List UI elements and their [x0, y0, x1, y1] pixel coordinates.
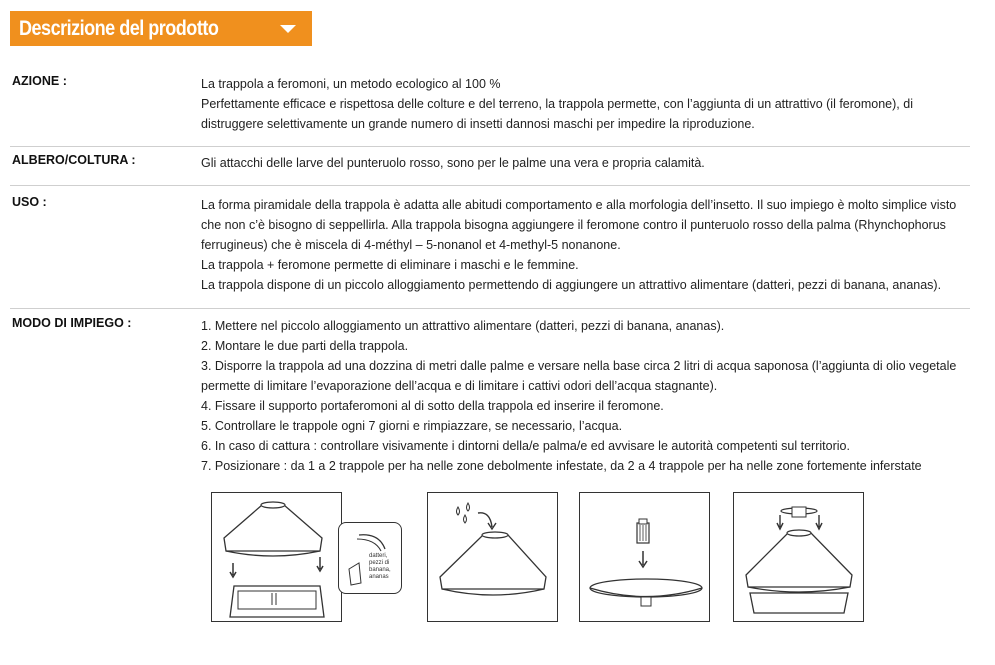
spec-line: 6. In caso di cattura : controllare visivamente i dintorni della/e palma/e ed avvisare le autorità competenti sul territorio.	[201, 439, 850, 453]
spec-line: permette di limitare l’evaporazione dell’acqua e di limitare i cattivi odori dell’acqua stagnante).	[201, 379, 718, 393]
spec-line: 2. Montare le due parti della trappola.	[201, 339, 409, 353]
spec-line: Gli attacchi delle larve del punteruolo rosso, sono per le palme una vera e propria calamità.	[201, 156, 705, 170]
water-drops-icon	[428, 493, 559, 623]
divider	[10, 308, 970, 309]
spec-line: La forma piramidale della trappola è adatta alle abitudi comportamento e alla morfologia dell’insetto. Il suo impiego è molto simplice visto	[201, 198, 957, 212]
product-description-header[interactable]	[10, 11, 312, 46]
section-title: Descrizione del prodotto	[19, 17, 219, 40]
spec-line: ferrugineus) che è miscela di 4-méthyl – 5-nonanol et 4-methyl-5 nonanone.	[201, 238, 621, 252]
spec-line: 3. Disporre la trappola ad una dozzina di metri dalle palme e versare nella base circa 2 litri di acqua saponosa (l’aggiunta di olio vegetale	[201, 359, 957, 373]
spec-line: La trappola a feromoni, un metodo ecologico al 100 %	[201, 77, 501, 91]
callout-line: banana,	[369, 567, 391, 573]
spec-line: 7. Posizionare : da 1 a 2 trappole per ha nelle zone debolmente infestate, da 2 a 4 trappole per ha nelle zone fortemente inferstate	[201, 459, 922, 473]
callout-line: datteri,	[369, 553, 388, 559]
illustration-step-2	[427, 492, 558, 622]
divider	[10, 185, 970, 186]
spec-line: La trappola dispone di un piccolo alloggiamento permettendo di aggiungere un attrattivo alimentare (datteri, pezzi di banana, ananas).	[201, 278, 942, 292]
spec-value	[201, 74, 961, 134]
divider	[10, 146, 970, 147]
spec-label: USO :	[12, 195, 47, 209]
illustration-step-1	[211, 492, 342, 622]
spec-value	[201, 316, 961, 476]
spec-label: AZIONE :	[12, 74, 67, 88]
spec-line: Perfettamente efficace e rispettosa delle colture e del terreno, la trappola permette, con l’aggiunta di un attrattivo (il feromone), di	[201, 97, 913, 111]
illustration-step-3	[579, 492, 710, 622]
caret-down-icon[interactable]	[280, 25, 296, 33]
spec-label: ALBERO/COLTURA :	[12, 153, 136, 167]
callout-line: pezzi di	[369, 560, 390, 566]
pheromone-holder-icon	[580, 493, 711, 623]
illustration-step-4	[733, 492, 864, 622]
spec-line: La trappola + feromone permette di eliminare i maschi e le femmine.	[201, 258, 579, 272]
spec-line: 1. Mettere nel piccolo alloggiamento un attrattivo alimentare (datteri, pezzi di banana, ananas).	[201, 319, 725, 333]
callout-text	[369, 553, 403, 581]
spec-value	[201, 195, 961, 295]
spec-line: che non c’è bisogno di seppellirla. Alla trappola bisogna aggiungere il feromone contro il punteruolo rosso della palma (Rhynchophorus	[201, 218, 946, 232]
spec-line: distruggere selettivamente un grande numero di insetti dannosi maschi per impedire la riproduzione.	[201, 117, 755, 131]
bait-callout	[338, 522, 402, 594]
spec-label: MODO DI IMPIEGO :	[12, 316, 132, 330]
spec-value	[201, 153, 961, 173]
assembled-trap-icon	[734, 493, 865, 623]
spec-line: 5. Controllare le trappole ogni 7 giorni e rimpiazzare, se necessario, l’acqua.	[201, 419, 623, 433]
callout-line: ananas	[369, 574, 389, 580]
trap-assembly-icon	[212, 493, 343, 623]
spec-line: 4. Fissare il supporto portaferomoni al di sotto della trappola ed inserire il feromone.	[201, 399, 664, 413]
